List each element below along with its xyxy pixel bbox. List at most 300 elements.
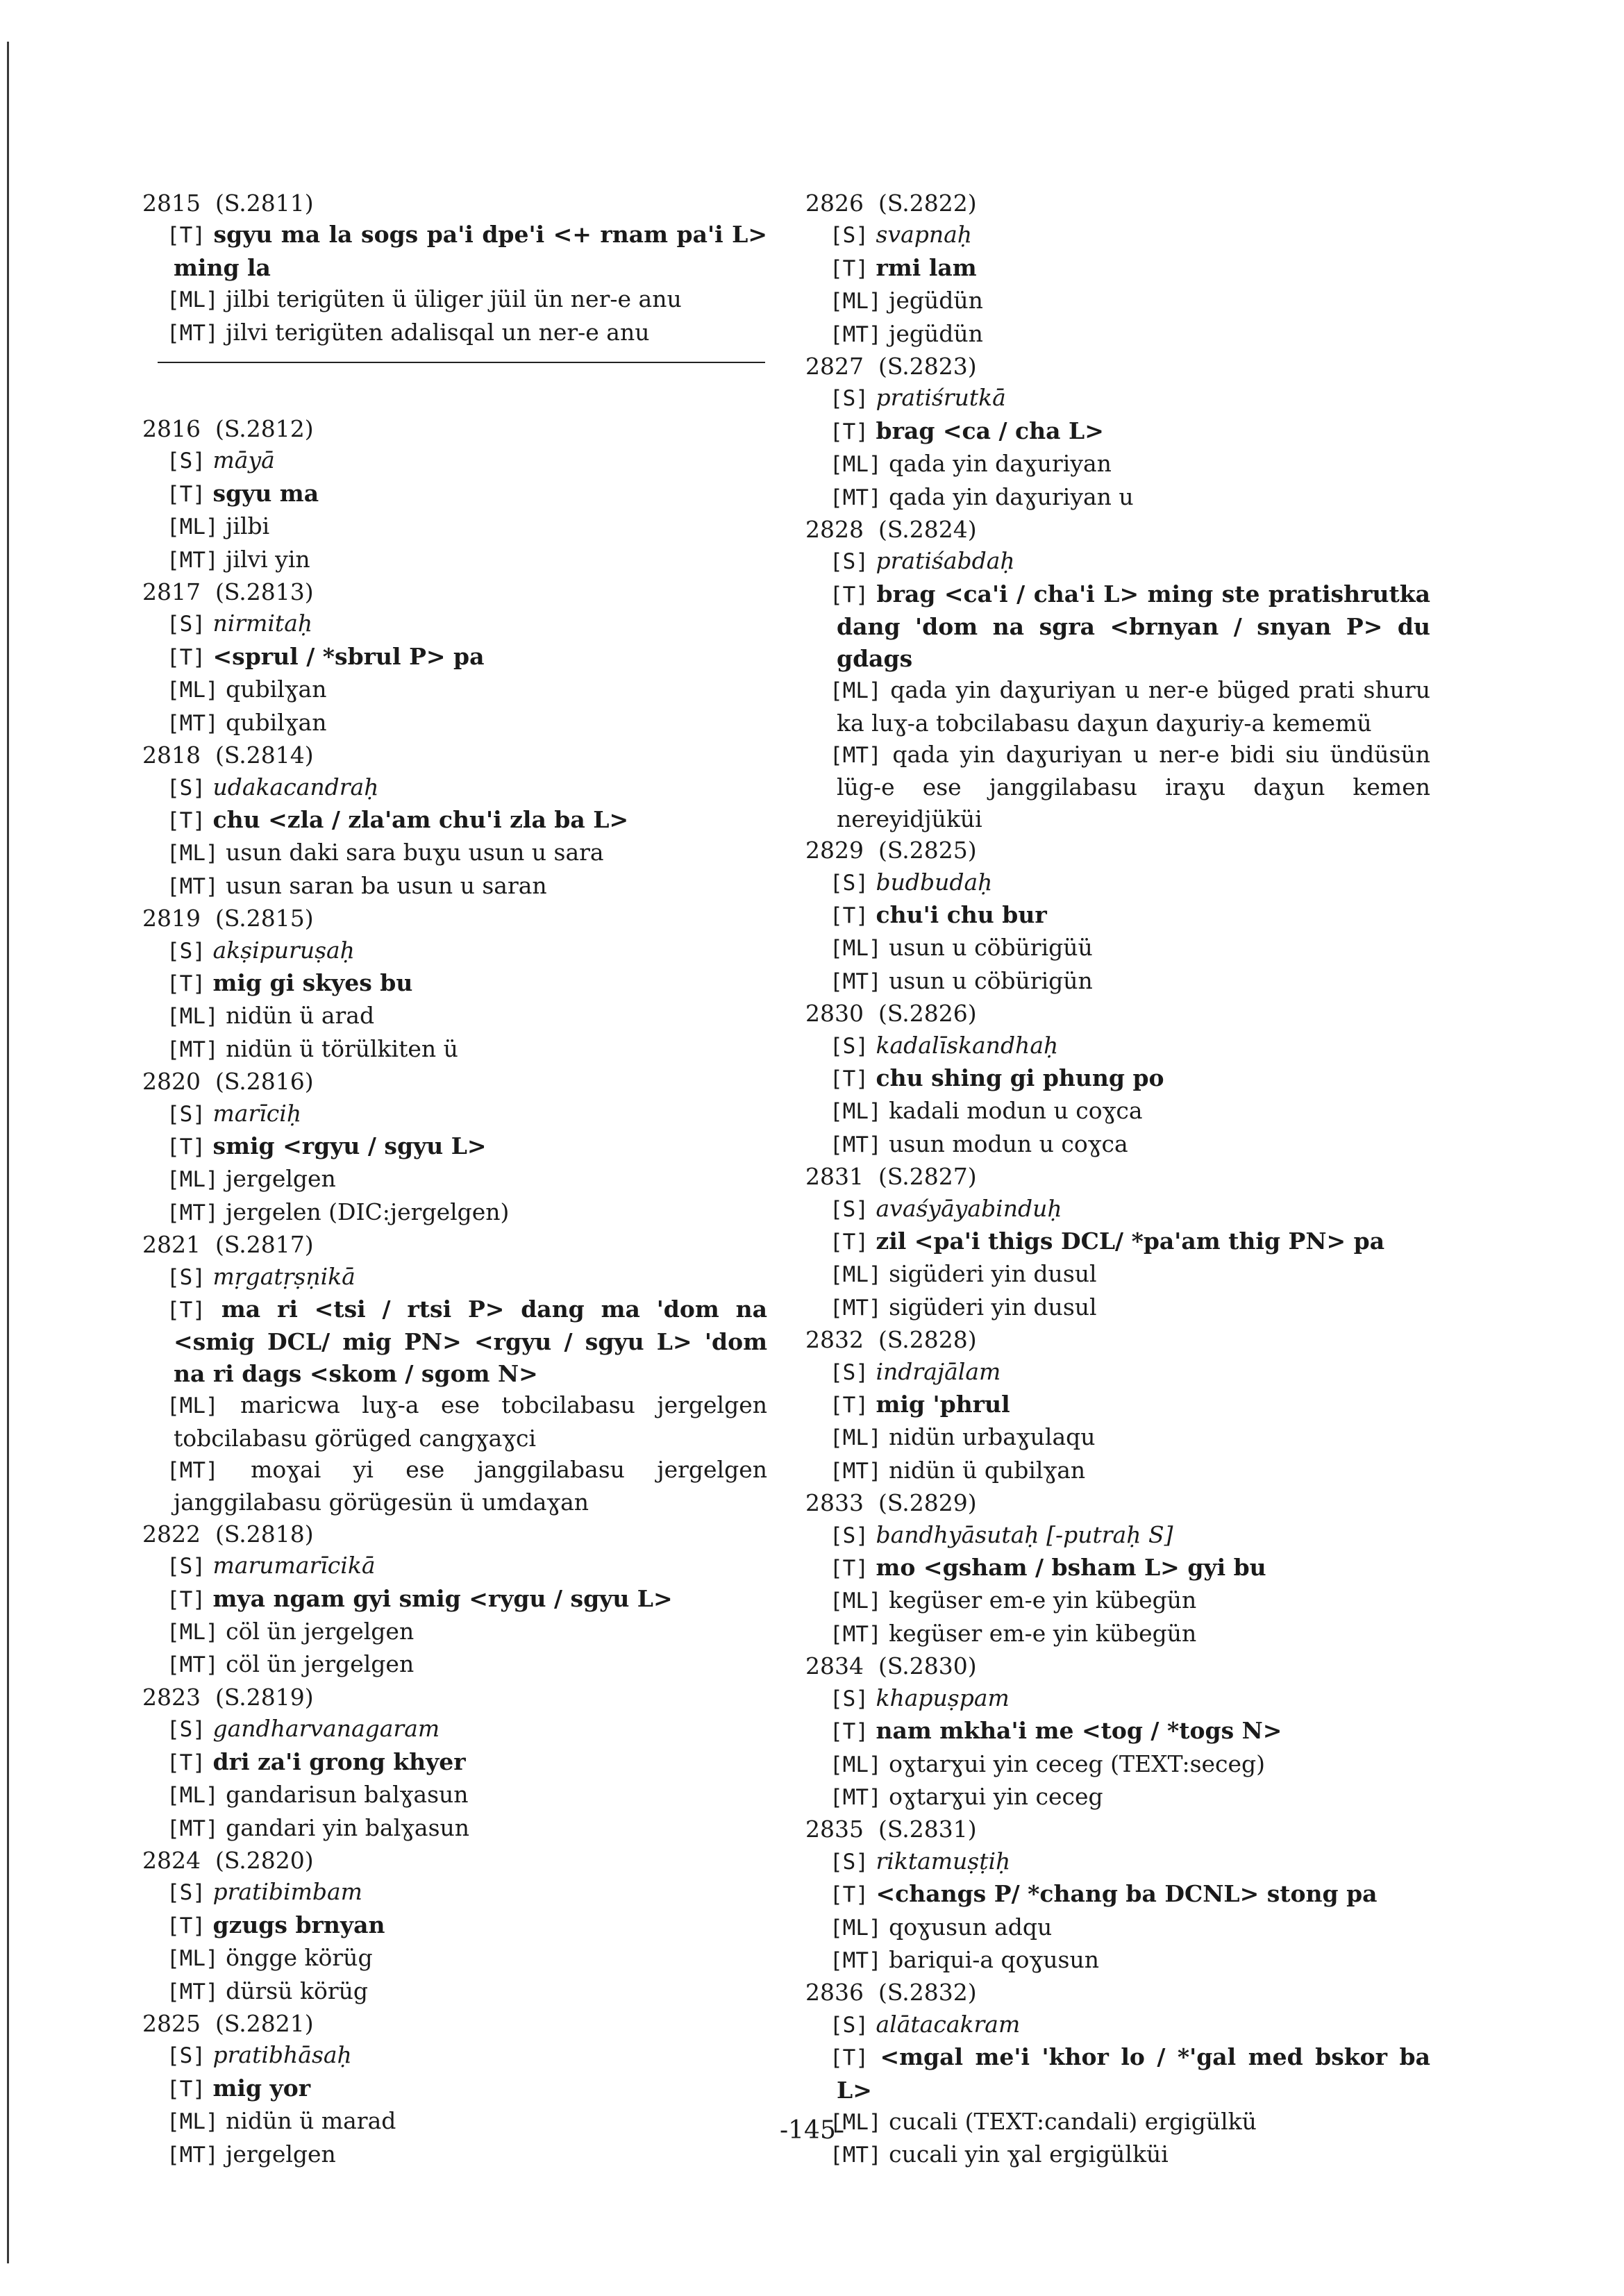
entry-text: kegüser em-e yin kübegün: [889, 1586, 1197, 1614]
entry-line-ml: [142, 510, 767, 543]
entry-line-s: [142, 1876, 767, 1909]
entry-line-mt: [805, 1128, 1430, 1161]
entry-text: sgyu ma la sogs pa'i dpe'i <+ rnam pa'i L> ming la: [174, 221, 767, 281]
language-tag: [T]: [830, 1882, 869, 1908]
entry-line-ml: [805, 1748, 1430, 1781]
entry-text: mo <gsham / bsham L> gyi bu: [876, 1554, 1266, 1582]
entry-text: bariqui-a qoɣusun: [889, 1945, 1099, 1973]
language-tag: [S]: [167, 1264, 206, 1290]
entry-line-ml: [805, 1911, 1430, 1944]
right-column: [805, 187, 1430, 2172]
entry-line-s: [142, 2039, 767, 2072]
entry-number: 2825 (S.2821): [142, 2009, 314, 2037]
entry-text: pratiśabdaḥ: [876, 547, 1015, 575]
entry-number: 2819 (S.2815): [142, 905, 314, 932]
language-tag: [MT]: [830, 1458, 882, 1484]
entry-text: qada yin daɣuriyan: [889, 450, 1112, 478]
language-tag: [ML]: [830, 452, 882, 478]
language-tag: [MT]: [167, 547, 219, 573]
entry-line-ml: [805, 1095, 1430, 1128]
language-tag: [S]: [167, 1880, 206, 1906]
entry-text: nidün ü qubilɣan: [889, 1456, 1086, 1484]
dictionary-entry: [142, 1066, 767, 1229]
entry-text: pratiśrutkā: [876, 384, 1006, 412]
language-tag: [ML]: [167, 1620, 219, 1645]
language-tag: [ML]: [167, 514, 219, 540]
entry-line-mt: [142, 1975, 767, 2008]
entry-text: nidün ü marad: [226, 2107, 396, 2135]
language-tag: [T]: [167, 1750, 206, 1775]
dictionary-entry: [142, 1229, 767, 1518]
entry-text: oɣtarɣui yin ceceg: [889, 1782, 1103, 1810]
entry-text: gandharvanagaram: [212, 1715, 440, 1743]
entry-line-mt: [805, 739, 1430, 835]
entry-text: brag <ca / cha L>: [876, 417, 1104, 444]
language-tag: [ML]: [830, 936, 882, 962]
language-tag: [T]: [830, 582, 869, 607]
language-tag: [T]: [830, 903, 869, 928]
dictionary-entry: [142, 903, 767, 1066]
language-tag: [ML]: [167, 2109, 219, 2135]
entry-number: 2829 (S.2825): [805, 837, 977, 864]
language-tag: [ML]: [167, 1004, 219, 1030]
entry-text: qada yin daɣuriyan u ner-e bidi siu ündüsün lüg-e ese janggilabasu iraɣu daɣun kemen nereyidjüküi: [837, 740, 1430, 832]
entry-line-t: [142, 1293, 767, 1389]
language-tag: [T]: [167, 2076, 206, 2102]
language-tag: [T]: [167, 971, 206, 996]
language-tag: [S]: [167, 612, 206, 637]
language-tag: [MT]: [830, 1784, 882, 1810]
language-tag: [S]: [167, 449, 206, 474]
entry-text: budbudaḥ: [876, 868, 993, 896]
entry-text: jilbi terigüten ü üliger jüil ün ner-e anu: [226, 285, 682, 313]
language-tag: [ML]: [167, 1167, 219, 1193]
language-tag: [S]: [830, 1359, 869, 1385]
entry-number: 2817 (S.2813): [142, 578, 314, 606]
entry-line-mt: [142, 317, 767, 349]
dictionary-entry: [142, 1845, 767, 2008]
entry-line-mt: [142, 1812, 767, 1845]
entry-text: chu'i chu bur: [876, 900, 1047, 928]
entry-line-mt: [142, 707, 767, 739]
entry-text: oɣtarɣui yin ceceg (TEXT:seceg): [889, 1750, 1266, 1777]
entry-line-t: [805, 2041, 1430, 2106]
dictionary-entry: [142, 2008, 767, 2171]
language-tag: [MT]: [830, 1132, 882, 1157]
language-tag: [ML]: [167, 287, 219, 313]
entry-number: 2832 (S.2828): [805, 1326, 977, 1354]
language-tag: [MT]: [167, 2142, 219, 2168]
page-number: -145-: [779, 2116, 845, 2145]
entry-text: qubilɣan: [226, 676, 327, 703]
entry-text: cöl ün jergelgen: [226, 1618, 415, 1645]
dictionary-entry: [142, 739, 767, 903]
language-tag: [MT]: [830, 2143, 882, 2168]
entry-line-s: [805, 382, 1430, 414]
language-tag: [S]: [830, 386, 869, 412]
entry-text: sigüderi yin dusul: [889, 1260, 1097, 1288]
entry-text: sgyu ma: [212, 479, 319, 507]
entry-text: kadali modun u coɣca: [889, 1097, 1143, 1125]
entry-line-mt: [805, 481, 1430, 514]
entry-text: smig <rgyu / sgyu L>: [212, 1132, 487, 1159]
entry-text: rmi lam: [876, 253, 977, 281]
language-tag: [MT]: [830, 485, 882, 510]
language-tag: [T]: [167, 1913, 206, 1938]
language-tag: [T]: [830, 1393, 869, 1418]
language-tag: [T]: [830, 419, 869, 444]
language-tag: [ML]: [830, 289, 882, 315]
entry-text: chu shing gi phung po: [876, 1064, 1164, 1091]
entry-line-t: [805, 1225, 1430, 1258]
entry-line-s: [805, 1682, 1430, 1715]
entry-text: ma ri <tsi / rtsi P> dang ma 'dom na <smig DCL/ mig PN> <rgyu / sgyu L> 'dom na ri dags <skom / sgom N>: [174, 1296, 767, 1387]
entry-text: usun saran ba usun u saran: [226, 871, 547, 899]
entry-text: svapnaḥ: [876, 221, 973, 249]
page-edge-line: [7, 42, 9, 2263]
language-tag: [ML]: [167, 1783, 219, 1809]
entry-text: usun u cöbürigün: [889, 966, 1093, 994]
entry-line-s: [805, 1356, 1430, 1389]
language-tag: [T]: [830, 255, 869, 281]
dictionary-entry: [805, 1650, 1430, 1813]
entry-text: cöl ün jergelgen: [226, 1650, 415, 1678]
entry-text: mya ngam gyi smig <rygu / sgyu L>: [212, 1584, 673, 1612]
dictionary-entry: [142, 576, 767, 739]
entry-text: kadalīskandhaḥ: [876, 1031, 1059, 1059]
section-divider: [158, 362, 765, 363]
entry-text: nidün urbaɣulaqu: [889, 1423, 1096, 1451]
dictionary-entry: [805, 351, 1430, 514]
entry-line-t: [142, 2072, 767, 2105]
language-tag: [S]: [167, 2043, 206, 2069]
language-tag: [T]: [167, 223, 206, 249]
entry-text: qubilɣan: [226, 708, 327, 736]
language-tag: [MT]: [830, 1621, 882, 1647]
language-tag: [T]: [167, 1298, 206, 1323]
entry-line-ml: [142, 1942, 767, 1975]
entry-text: nirmitaḥ: [212, 610, 313, 637]
entry-line-mt: [805, 965, 1430, 998]
entry-text: nidün ü arad: [226, 1002, 375, 1030]
entry-text: riktamuṣṭiḥ: [876, 1847, 1011, 1875]
entry-line-ml: [142, 1779, 767, 1811]
language-tag: [ML]: [830, 1752, 882, 1777]
entry-line-mt: [805, 1291, 1430, 1324]
entry-text: jergelgen: [226, 1165, 336, 1193]
dictionary-entry: [805, 835, 1430, 998]
entry-text: mig 'phrul: [876, 1391, 1010, 1418]
entry-text: maricwa luɣ-a ese tobcilabasu jergelgen tobcilabasu görüged cangɣaɣci: [174, 1391, 767, 1452]
dictionary-entry: [142, 187, 767, 349]
entry-line-ml: [805, 1584, 1430, 1617]
entry-text: usun u cöbürigüü: [889, 934, 1093, 962]
language-tag: [MT]: [167, 1037, 219, 1062]
entry-line-s: [805, 1030, 1430, 1062]
language-tag: [T]: [167, 807, 206, 833]
entry-line-mt: [142, 870, 767, 903]
entry-text: qoɣusun adqu: [889, 1913, 1053, 1941]
entry-text: marīciḥ: [212, 1099, 302, 1127]
language-tag: [ML]: [830, 2109, 882, 2135]
language-tag: [S]: [830, 870, 869, 896]
entry-line-mt: [805, 1944, 1430, 1977]
entry-number: 2828 (S.2824): [805, 516, 977, 544]
language-tag: [S]: [830, 1849, 869, 1875]
language-tag: [MT]: [830, 1295, 882, 1321]
entry-text: mig yor: [212, 2074, 311, 2102]
language-tag: [ML]: [830, 678, 882, 704]
dictionary-entry: [142, 1518, 767, 1682]
entry-line-t: [805, 1389, 1430, 1421]
language-tag: [ML]: [830, 1262, 882, 1288]
entry-number: 2835 (S.2831): [805, 1816, 977, 1843]
entry-line-t: [142, 219, 767, 283]
language-tag: [MT]: [167, 1458, 219, 1484]
entry-number: 2824 (S.2820): [142, 1846, 314, 1874]
language-tag: [T]: [830, 2045, 869, 2071]
entry-text: chu <zla / zla'am chu'i zla ba L>: [212, 805, 629, 833]
language-tag: [MT]: [830, 969, 882, 994]
entry-line-ml: [142, 283, 767, 316]
entry-line-t: [142, 1746, 767, 1779]
language-tag: [S]: [830, 1686, 869, 1711]
entry-line-s: [142, 1261, 767, 1293]
language-tag: [MT]: [167, 1979, 219, 2004]
language-tag: [ML]: [167, 1393, 219, 1419]
entry-line-t: [142, 804, 767, 837]
entry-line-s: [805, 219, 1430, 251]
entry-text: pratibhāsaḥ: [212, 2041, 352, 2069]
entry-line-mt: [805, 318, 1430, 351]
entry-text: dürsü körüg: [226, 1977, 369, 2004]
entry-text: jegüdün: [889, 287, 983, 315]
dictionary-entry: [805, 187, 1430, 351]
entry-line-s: [142, 1550, 767, 1582]
entry-number: 2818 (S.2814): [142, 741, 314, 769]
entry-text: <changs P/ *chang ba DCNL> stong pa: [876, 1880, 1378, 1908]
entry-line-t: [805, 899, 1430, 932]
entry-line-mt: [805, 1455, 1430, 1487]
language-tag: [S]: [830, 549, 869, 575]
entry-text: gzugs brnyan: [212, 1911, 385, 1938]
entry-text: brag <ca'i / cha'i L> ming ste pratishrutka dang 'dom na sgra <brnyan / snyan P> du gdags: [837, 580, 1430, 672]
entry-text: qada yin daɣuriyan u: [889, 483, 1134, 510]
entry-text: akṣipuruṣaḥ: [212, 936, 355, 964]
language-tag: [S]: [830, 223, 869, 249]
entry-text: jilbi: [226, 512, 270, 540]
language-tag: [S]: [167, 1101, 206, 1127]
entry-text: <sprul / *sbrul P> pa: [212, 642, 485, 670]
entry-line-t: [805, 415, 1430, 448]
language-tag: [MT]: [167, 1652, 219, 1678]
language-tag: [T]: [830, 1719, 869, 1745]
entry-line-s: [142, 1098, 767, 1130]
entry-text: cucali yin ɣal ergigülküi: [889, 2140, 1169, 2168]
entry-line-ml: [805, 674, 1430, 739]
entry-line-mt: [805, 1618, 1430, 1650]
entry-number: 2830 (S.2826): [805, 1000, 977, 1028]
entry-line-s: [805, 545, 1430, 578]
language-tag: [ML]: [830, 1589, 882, 1614]
entry-number: 2831 (S.2827): [805, 1163, 977, 1191]
entry-line-s: [805, 1845, 1430, 1878]
entry-text: <mgal me'i 'khor lo / *'gal med bskor ba L>: [837, 2043, 1430, 2104]
entry-line-ml: [142, 837, 767, 869]
language-tag: [T]: [830, 1230, 869, 1255]
entry-text: jegüdün: [889, 319, 983, 347]
language-tag: [S]: [830, 2012, 869, 2038]
entry-text: jergelgen: [226, 2140, 336, 2168]
entry-text: alātacakram: [876, 2010, 1021, 2038]
entry-text: māyā: [212, 446, 275, 474]
entry-line-mt: [142, 1196, 767, 1229]
language-tag: [T]: [830, 1556, 869, 1582]
entry-line-s: [805, 1519, 1430, 1552]
entry-line-t: [142, 1130, 767, 1163]
entry-text: gandarisun balɣasun: [226, 1781, 469, 1809]
language-tag: [MT]: [830, 742, 882, 768]
language-tag: [MT]: [167, 1816, 219, 1841]
entry-text: nam mkha'i me <tog / *togs N>: [876, 1717, 1282, 1745]
language-tag: [S]: [830, 1523, 869, 1548]
language-tag: [MT]: [167, 320, 219, 346]
language-tag: [T]: [167, 1586, 206, 1612]
entry-line-t: [142, 478, 767, 510]
entry-line-t: [805, 1715, 1430, 1748]
entry-line-t: [142, 641, 767, 673]
entry-line-t: [805, 252, 1430, 285]
entry-text: mig gi skyes bu: [212, 969, 413, 996]
language-tag: [S]: [167, 775, 206, 801]
entry-line-t: [805, 1062, 1430, 1095]
entry-line-s: [142, 771, 767, 804]
entry-line-ml: [805, 1258, 1430, 1291]
entry-line-s: [142, 1713, 767, 1745]
dictionary-entry: [805, 1813, 1430, 1977]
language-tag: [MT]: [830, 1947, 882, 1973]
entry-text: avaśyāyabinduḥ: [876, 1194, 1062, 1222]
entry-text: udakacandraḥ: [212, 773, 379, 801]
entry-line-t: [805, 578, 1430, 674]
entry-text: öngge körüg: [226, 1944, 373, 1972]
entry-number: 2821 (S.2817): [142, 1231, 314, 1259]
entry-number: 2820 (S.2816): [142, 1068, 314, 1096]
entry-number: 2834 (S.2830): [805, 1652, 977, 1680]
entry-text: pratibimbam: [212, 1878, 362, 1906]
entry-text: nidün ü törülkiten ü: [226, 1034, 458, 1062]
entry-line-s: [142, 607, 767, 640]
entry-text: indrajālam: [876, 1357, 1001, 1385]
entry-text: jilvi yin: [226, 545, 310, 573]
language-tag: [S]: [830, 1033, 869, 1059]
left-column: [142, 187, 767, 2171]
language-tag: [MT]: [830, 321, 882, 347]
entry-line-ml: [142, 1389, 767, 1454]
entry-line-mt: [805, 1781, 1430, 1813]
language-tag: [ML]: [167, 1946, 219, 1972]
entry-line-ml: [805, 1421, 1430, 1454]
entry-number: 2826 (S.2822): [805, 190, 977, 217]
dictionary-entry: [805, 1487, 1430, 1650]
entry-line-ml: [805, 285, 1430, 317]
entry-text: bandhyāsutaḥ [-putraḥ S]: [876, 1520, 1173, 1548]
dictionary-entry: [805, 1324, 1430, 1487]
dictionary-entry: [805, 998, 1430, 1161]
language-tag: [T]: [167, 481, 206, 507]
entry-line-t: [142, 1909, 767, 1942]
dictionary-entry: [805, 514, 1430, 835]
language-tag: [MT]: [167, 873, 219, 899]
entry-text: mṛgatṛṣṇikā: [212, 1262, 355, 1290]
dictionary-entry: [142, 413, 767, 576]
entry-text: sigüderi yin dusul: [889, 1293, 1097, 1321]
entry-text: cucali (TEXT:candali) ergigülkü: [889, 2107, 1257, 2135]
entry-number: 2822 (S.2818): [142, 1520, 314, 1548]
entry-line-ml: [805, 448, 1430, 480]
language-tag: [MT]: [167, 710, 219, 736]
language-tag: [MT]: [167, 1200, 219, 1225]
entry-text: gandari yin balɣasun: [226, 1813, 470, 1841]
language-tag: [ML]: [167, 841, 219, 866]
entry-text: khapuṣpam: [876, 1684, 1010, 1711]
entry-line-s: [805, 2009, 1430, 2041]
entry-number: 2833 (S.2829): [805, 1489, 977, 1517]
language-tag: [S]: [167, 938, 206, 964]
entry-number: 2823 (S.2819): [142, 1683, 314, 1711]
entry-line-t: [142, 967, 767, 1000]
entry-line-ml: [805, 932, 1430, 964]
entry-line-s: [142, 935, 767, 967]
language-tag: [T]: [167, 644, 206, 670]
entry-line-s: [805, 1193, 1430, 1225]
language-tag: [S]: [167, 1554, 206, 1579]
entry-line-ml: [142, 1000, 767, 1032]
entry-line-mt: [142, 1454, 767, 1518]
entry-text: qada yin daɣuriyan u ner-e büged prati shuru ka luɣ-a tobcilabasu daɣun daɣuriy-a kememü: [837, 676, 1430, 737]
entry-text: dri za'i grong khyer: [212, 1748, 466, 1775]
entry-line-t: [805, 1552, 1430, 1584]
dictionary-entry: [142, 1682, 767, 1845]
entry-line-ml: [142, 673, 767, 706]
entry-line-t: [142, 1583, 767, 1616]
entry-line-s: [142, 444, 767, 477]
entry-text: usun modun u coɣca: [889, 1130, 1128, 1157]
entry-text: jilvi terigüten adalisqal un ner-e anu: [226, 318, 650, 346]
language-tag: [S]: [167, 1717, 206, 1743]
entry-text: jergelen (DIC:jergelgen): [226, 1198, 510, 1225]
entry-line-ml: [142, 1163, 767, 1196]
entry-number: 2836 (S.2832): [805, 1979, 977, 2006]
entry-text: moɣai yi ese janggilabasu jergelgen janggilabasu görügesün ü umdaɣan: [174, 1456, 767, 1516]
entry-line-mt: [142, 1033, 767, 1066]
entry-text: usun daki sara buɣu usun u sara: [226, 839, 604, 866]
language-tag: [T]: [167, 1134, 206, 1159]
entry-number: 2816 (S.2812): [142, 415, 314, 443]
entry-text: zil <pa'i thigs DCL/ *pa'am thig PN> pa: [876, 1227, 1385, 1255]
entry-line-t: [805, 1878, 1430, 1911]
entry-line-s: [805, 866, 1430, 899]
dictionary-entry: [805, 1161, 1430, 1324]
entry-text: marumarīcikā: [212, 1552, 376, 1579]
entry-line-mt: [142, 544, 767, 576]
language-tag: [T]: [830, 1066, 869, 1091]
entry-line-ml: [142, 1616, 767, 1648]
language-tag: [ML]: [830, 1099, 882, 1125]
entry-text: kegüser em-e yin kübegün: [889, 1619, 1197, 1647]
entry-number: 2815 (S.2811): [142, 190, 314, 217]
language-tag: [ML]: [167, 678, 219, 703]
